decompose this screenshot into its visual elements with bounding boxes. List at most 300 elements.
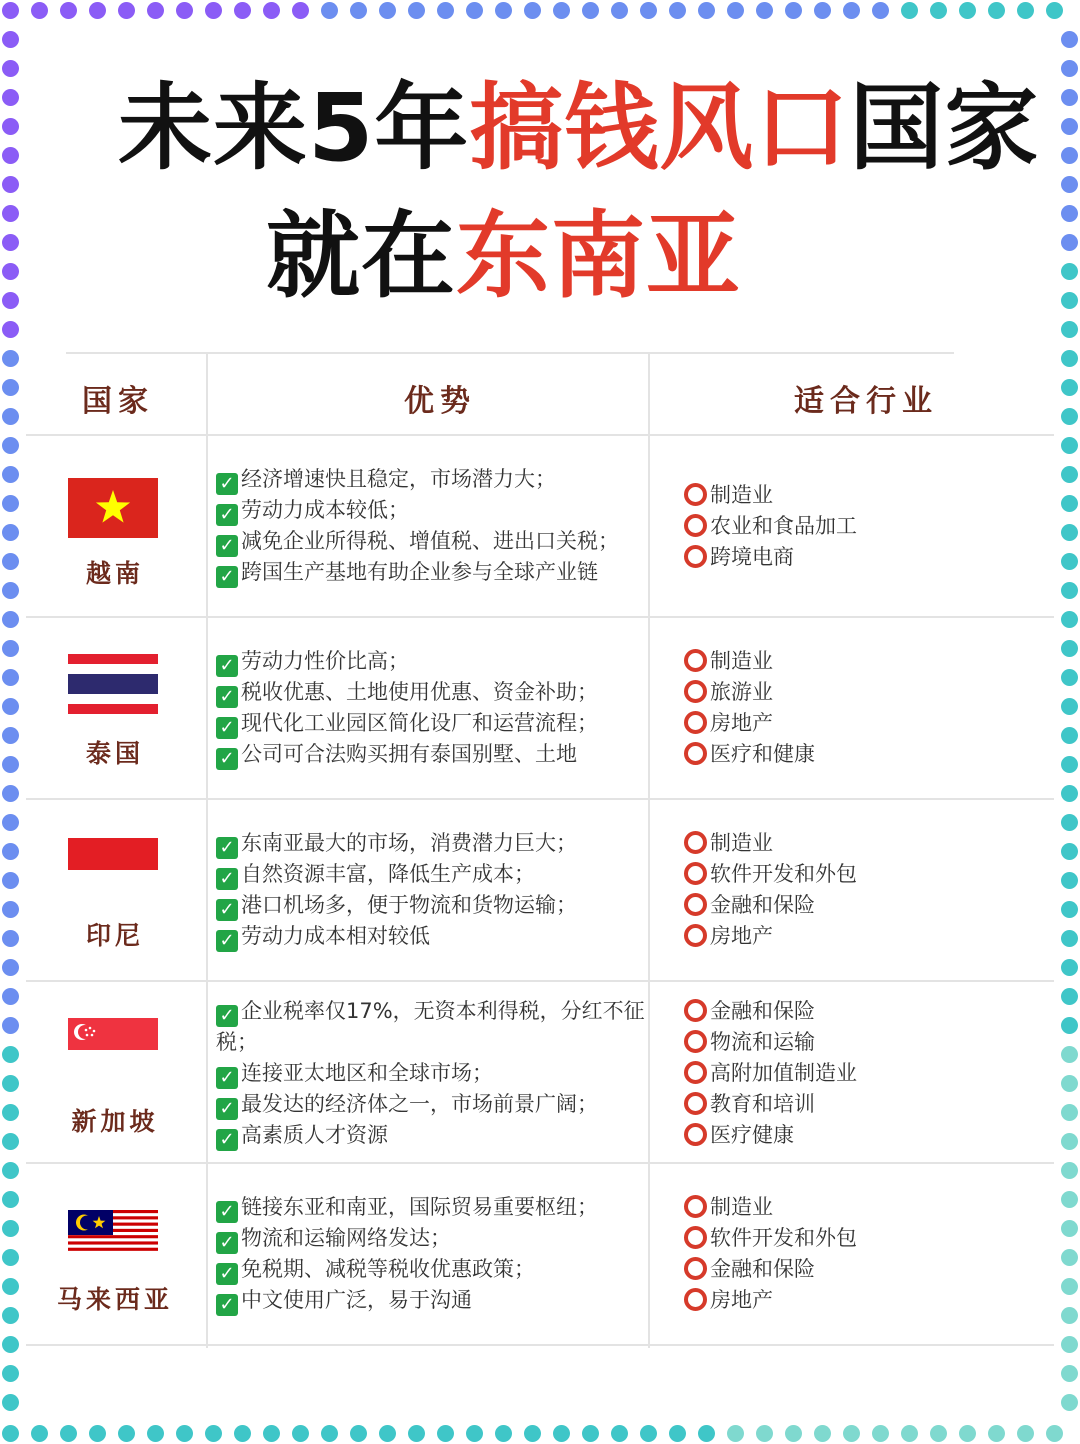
border-dot xyxy=(872,2,889,19)
border-dot xyxy=(1061,31,1078,48)
border-dot xyxy=(263,1425,280,1442)
border-dot xyxy=(350,1425,367,1442)
border-dot xyxy=(669,1425,686,1442)
border-dot xyxy=(321,1425,338,1442)
red-ring-icon xyxy=(684,545,707,568)
border-dot xyxy=(408,2,425,19)
advantage-text: 跨国生产基地有助企业参与全球产业链 xyxy=(241,560,598,584)
border-dot xyxy=(2,1394,19,1411)
border-dot xyxy=(2,234,19,251)
vietnam-flag-icon xyxy=(68,478,158,538)
advantage-text: 劳动力成本相对较低 xyxy=(241,924,430,948)
thailand-flag-icon xyxy=(68,654,158,714)
border-dot xyxy=(2,640,19,657)
advantages-list xyxy=(216,646,656,770)
border-dot xyxy=(1061,176,1078,193)
border-dot xyxy=(2,2,19,19)
border-dot xyxy=(756,2,773,19)
border-dot xyxy=(1061,524,1078,541)
red-ring-icon xyxy=(684,649,707,672)
border-dot xyxy=(2,1336,19,1353)
list-item xyxy=(684,1120,1044,1151)
list-item xyxy=(216,1285,656,1316)
advantage-text: 企业税率仅17%，无资本利得税，分红不征税； xyxy=(216,999,645,1054)
border-dot xyxy=(2,901,19,918)
red-ring-icon xyxy=(684,831,707,854)
border-dot xyxy=(147,1425,164,1442)
border-dot xyxy=(2,1249,19,1266)
list-item xyxy=(684,859,1044,890)
industry-text: 制造业 xyxy=(710,831,773,855)
list-item xyxy=(216,557,656,588)
border-dot xyxy=(2,118,19,135)
border-dot xyxy=(959,2,976,19)
border-dot xyxy=(2,669,19,686)
advantage-text: 公司可合法购买拥有泰国别墅、土地 xyxy=(241,742,577,766)
border-dot xyxy=(2,611,19,628)
check-box-icon: ✓ xyxy=(216,930,238,952)
advantage-text: 现代化工业园区简化设厂和运营流程； xyxy=(241,711,598,735)
list-item xyxy=(684,1223,1044,1254)
industry-text: 制造业 xyxy=(710,483,773,507)
border-dot xyxy=(1061,1365,1078,1382)
border-dot xyxy=(1061,1104,1078,1121)
border-dot xyxy=(1061,1017,1078,1034)
border-dot xyxy=(814,2,831,19)
border-dot xyxy=(2,872,19,889)
border-dot xyxy=(1046,1425,1063,1442)
list-item xyxy=(684,1027,1044,1058)
border-dot xyxy=(1061,147,1078,164)
border-dot xyxy=(350,2,367,19)
advantage-text: 经济增速快且稳定，市场潜力大； xyxy=(241,467,556,491)
border-dot xyxy=(727,2,744,19)
border-dot xyxy=(321,2,338,19)
border-dot xyxy=(2,698,19,715)
table-row xyxy=(26,436,1054,618)
red-ring-icon xyxy=(684,1061,707,1084)
advantage-text: 东南亚最大的市场，消费潜力巨大； xyxy=(241,831,577,855)
border-dot xyxy=(176,2,193,19)
table-top-rule xyxy=(66,352,954,354)
header-industries: 适合行业 xyxy=(794,384,938,419)
list-item xyxy=(216,996,656,1058)
check-box-icon: ✓ xyxy=(216,899,238,921)
industry-text: 制造业 xyxy=(710,649,773,673)
list-item xyxy=(216,1254,656,1285)
list-item xyxy=(684,921,1044,952)
border-dot xyxy=(1061,205,1078,222)
border-dot xyxy=(843,1425,860,1442)
border-dot xyxy=(1061,988,1078,1005)
border-dot xyxy=(814,1425,831,1442)
border-dot xyxy=(2,147,19,164)
border-dot xyxy=(2,1220,19,1237)
advantage-text: 减免企业所得税、增值税、进出口关税； xyxy=(241,529,619,553)
border-dot xyxy=(1061,756,1078,773)
border-dot xyxy=(1061,60,1078,77)
border-dot xyxy=(1061,1336,1078,1353)
border-dot xyxy=(1061,843,1078,860)
border-dot xyxy=(466,2,483,19)
industry-text: 医疗健康 xyxy=(710,1123,794,1147)
list-item xyxy=(216,859,656,890)
border-dot xyxy=(437,2,454,19)
border-dot xyxy=(2,321,19,338)
title-part-red: 东南亚 xyxy=(456,202,742,311)
check-box-icon: ✓ xyxy=(216,473,238,495)
border-dot xyxy=(1061,698,1078,715)
border-dot xyxy=(437,1425,454,1442)
border-dot xyxy=(1061,263,1078,280)
industries-list xyxy=(684,828,1044,952)
check-box-icon: ✓ xyxy=(216,1098,238,1120)
list-item xyxy=(216,890,656,921)
border-dot xyxy=(1061,1278,1078,1295)
header-country: 国家 xyxy=(82,384,154,419)
red-ring-icon xyxy=(684,1195,707,1218)
border-dot xyxy=(234,2,251,19)
border-dot xyxy=(1017,1425,1034,1442)
border-dot xyxy=(2,466,19,483)
border-dot xyxy=(1061,1249,1078,1266)
check-box-icon: ✓ xyxy=(216,868,238,890)
list-item xyxy=(216,1058,656,1089)
border-dot xyxy=(843,2,860,19)
border-dot xyxy=(727,1425,744,1442)
border-dot xyxy=(1061,669,1078,686)
border-dot xyxy=(31,2,48,19)
border-dot xyxy=(205,2,222,19)
border-dot xyxy=(60,2,77,19)
border-dot xyxy=(1061,1307,1078,1324)
industry-text: 金融和保险 xyxy=(710,893,815,917)
industry-text: 农业和食品加工 xyxy=(710,514,857,538)
country-name: 越南 xyxy=(85,559,144,588)
border-dot xyxy=(2,1046,19,1063)
border-dot xyxy=(582,1425,599,1442)
indonesia-flag-icon xyxy=(68,838,158,870)
border-dot xyxy=(1061,437,1078,454)
red-ring-icon xyxy=(684,893,707,916)
border-dot xyxy=(2,553,19,570)
border-dot xyxy=(2,263,19,280)
border-dot xyxy=(466,1425,483,1442)
border-dot xyxy=(2,959,19,976)
border-dot xyxy=(785,1425,802,1442)
border-dot xyxy=(1061,727,1078,744)
list-item xyxy=(684,996,1044,1027)
border-dot xyxy=(988,2,1005,19)
list-item xyxy=(684,1285,1044,1316)
border-dot xyxy=(2,1307,19,1324)
check-box-icon: ✓ xyxy=(216,1263,238,1285)
border-dot xyxy=(263,2,280,19)
border-dot xyxy=(669,2,686,19)
industry-text: 高附加值制造业 xyxy=(710,1061,857,1085)
check-box-icon: ✓ xyxy=(216,1232,238,1254)
industry-text: 旅游业 xyxy=(710,680,773,704)
list-item xyxy=(684,511,1044,542)
industry-text: 软件开发和外包 xyxy=(710,862,857,886)
border-dot xyxy=(2,727,19,744)
border-dot xyxy=(901,2,918,19)
border-dot xyxy=(89,1425,106,1442)
border-dot xyxy=(408,1425,425,1442)
advantage-text: 物流和运输网络发达； xyxy=(241,1226,451,1250)
red-ring-icon xyxy=(684,924,707,947)
border-dot xyxy=(2,988,19,1005)
advantage-text: 劳动力性价比高； xyxy=(241,649,409,673)
border-dot xyxy=(176,1425,193,1442)
border-dot xyxy=(2,1075,19,1092)
advantages-list xyxy=(216,996,656,1151)
border-dot xyxy=(2,176,19,193)
industry-text: 金融和保险 xyxy=(710,1257,815,1281)
border-dot xyxy=(205,1425,222,1442)
check-box-icon: ✓ xyxy=(216,566,238,588)
advantage-text: 最发达的经济体之一，市场前景广阔； xyxy=(241,1092,598,1116)
border-dot xyxy=(2,1365,19,1382)
list-item xyxy=(684,480,1044,511)
border-dot xyxy=(2,1017,19,1034)
industry-text: 房地产 xyxy=(710,711,773,735)
border-dot xyxy=(1061,611,1078,628)
border-dot xyxy=(582,2,599,19)
red-ring-icon xyxy=(684,862,707,885)
list-item xyxy=(216,526,656,557)
border-dot xyxy=(31,1425,48,1442)
red-ring-icon xyxy=(684,483,707,506)
border-dot xyxy=(2,205,19,222)
border-dot xyxy=(872,1425,889,1442)
red-ring-icon xyxy=(684,1123,707,1146)
industry-text: 房地产 xyxy=(710,1288,773,1312)
country-table xyxy=(26,352,1054,1348)
border-dot xyxy=(118,1425,135,1442)
industry-text: 物流和运输 xyxy=(710,1030,815,1054)
list-item xyxy=(684,1058,1044,1089)
red-ring-icon xyxy=(684,1288,707,1311)
check-box-icon: ✓ xyxy=(216,1005,238,1027)
border-dot xyxy=(2,1104,19,1121)
border-dot xyxy=(930,2,947,19)
advantage-text: 免税期、减税等税收优惠政策； xyxy=(241,1257,535,1281)
check-box-icon: ✓ xyxy=(216,717,238,739)
list-item xyxy=(216,921,656,952)
border-dot xyxy=(1061,1075,1078,1092)
border-dot xyxy=(1061,1191,1078,1208)
border-dot xyxy=(553,2,570,19)
industry-text: 制造业 xyxy=(710,1195,773,1219)
border-dot xyxy=(2,524,19,541)
border-dot xyxy=(2,408,19,425)
border-dot xyxy=(1017,2,1034,19)
advantage-text: 港口机场多，便于物流和货物运输； xyxy=(241,893,577,917)
border-dot xyxy=(1046,2,1063,19)
advantage-text: 高素质人才资源 xyxy=(241,1123,388,1147)
check-box-icon: ✓ xyxy=(216,837,238,859)
border-dot xyxy=(147,2,164,19)
border-dot xyxy=(988,1425,1005,1442)
list-item xyxy=(216,464,656,495)
border-dot xyxy=(2,350,19,367)
industry-text: 金融和保险 xyxy=(710,999,815,1023)
border-dot xyxy=(2,1425,19,1442)
border-dot xyxy=(1061,1394,1078,1411)
check-box-icon: ✓ xyxy=(216,686,238,708)
border-dot xyxy=(1061,89,1078,106)
border-dot xyxy=(1061,582,1078,599)
industries-list xyxy=(684,646,1044,770)
list-item xyxy=(684,828,1044,859)
border-dot xyxy=(1061,1220,1078,1237)
list-item xyxy=(684,890,1044,921)
check-box-icon: ✓ xyxy=(216,504,238,526)
border-dot xyxy=(2,89,19,106)
page-title-line1 xyxy=(118,74,1040,183)
border-dot xyxy=(292,2,309,19)
border-dot xyxy=(1061,814,1078,831)
country-name: 印尼 xyxy=(85,921,144,950)
border-dot xyxy=(524,2,541,19)
check-box-icon: ✓ xyxy=(216,535,238,557)
border-dot xyxy=(1061,118,1078,135)
border-dot xyxy=(785,2,802,19)
malaysia-flag-icon xyxy=(68,1210,158,1254)
border-dot xyxy=(1061,872,1078,889)
red-ring-icon xyxy=(684,1226,707,1249)
list-item xyxy=(216,708,656,739)
border-dot xyxy=(901,1425,918,1442)
border-dot xyxy=(1061,901,1078,918)
table-row xyxy=(26,800,1054,982)
list-item xyxy=(216,677,656,708)
page-title-line2 xyxy=(266,202,742,311)
border-dot xyxy=(1061,1162,1078,1179)
industry-text: 房地产 xyxy=(710,924,773,948)
list-item xyxy=(684,1089,1044,1120)
border-dot xyxy=(959,1425,976,1442)
red-ring-icon xyxy=(684,711,707,734)
border-dot xyxy=(1061,785,1078,802)
border-dot xyxy=(234,1425,251,1442)
red-ring-icon xyxy=(684,742,707,765)
border-dot xyxy=(2,582,19,599)
red-ring-icon xyxy=(684,1092,707,1115)
singapore-flag-icon xyxy=(68,1018,158,1050)
list-item xyxy=(684,677,1044,708)
border-dot xyxy=(2,843,19,860)
industry-text: 跨境电商 xyxy=(710,545,794,569)
advantage-text: 连接亚太地区和全球市场； xyxy=(241,1061,493,1085)
border-dot xyxy=(495,1425,512,1442)
border-dot xyxy=(2,814,19,831)
advantages-list xyxy=(216,1192,656,1316)
border-dot xyxy=(495,2,512,19)
check-box-icon: ✓ xyxy=(216,1129,238,1151)
industry-text: 教育和培训 xyxy=(710,1092,815,1116)
list-item xyxy=(684,739,1044,770)
industries-list xyxy=(684,480,1044,573)
border-dot xyxy=(1061,350,1078,367)
border-dot xyxy=(1061,234,1078,251)
list-item xyxy=(216,828,656,859)
check-box-icon: ✓ xyxy=(216,1294,238,1316)
border-dot xyxy=(1061,495,1078,512)
red-ring-icon xyxy=(684,514,707,537)
list-item xyxy=(684,542,1044,573)
red-ring-icon xyxy=(684,1257,707,1280)
table-row xyxy=(26,618,1054,800)
advantage-text: 中文使用广泛，易于沟通 xyxy=(241,1288,472,1312)
border-dot xyxy=(118,2,135,19)
border-dot xyxy=(2,1133,19,1150)
border-dot xyxy=(611,2,628,19)
border-dot xyxy=(698,2,715,19)
border-dot xyxy=(379,1425,396,1442)
border-dot xyxy=(292,1425,309,1442)
advantage-text: 自然资源丰富，降低生产成本； xyxy=(241,862,535,886)
industry-text: 医疗和健康 xyxy=(710,742,815,766)
border-dot xyxy=(1061,408,1078,425)
border-dot xyxy=(2,437,19,454)
border-dot xyxy=(2,930,19,947)
border-dot xyxy=(1061,292,1078,309)
list-item xyxy=(216,1192,656,1223)
advantage-text: 劳动力成本较低； xyxy=(241,498,409,522)
check-box-icon: ✓ xyxy=(216,748,238,770)
border-dot xyxy=(553,1425,570,1442)
border-dot xyxy=(2,60,19,77)
border-dot xyxy=(1061,321,1078,338)
list-item xyxy=(216,646,656,677)
list-item xyxy=(684,646,1044,677)
list-item xyxy=(216,1120,656,1151)
red-ring-icon xyxy=(684,1030,707,1053)
border-dot xyxy=(930,1425,947,1442)
border-dot xyxy=(1061,379,1078,396)
country-name: 泰国 xyxy=(85,739,144,768)
border-dot xyxy=(89,2,106,19)
border-dot xyxy=(2,1191,19,1208)
border-dot xyxy=(60,1425,77,1442)
border-dot xyxy=(1061,930,1078,947)
header-advantages: 优势 xyxy=(404,384,476,419)
advantages-list xyxy=(216,828,656,952)
advantage-text: 链接东亚和南亚，国际贸易重要枢纽； xyxy=(241,1195,598,1219)
border-dot xyxy=(1061,553,1078,570)
border-dot xyxy=(1061,959,1078,976)
title-part-black: 就在 xyxy=(266,202,457,311)
list-item xyxy=(216,1223,656,1254)
list-item xyxy=(216,495,656,526)
border-dot xyxy=(1061,466,1078,483)
check-box-icon: ✓ xyxy=(216,1067,238,1089)
border-dot xyxy=(379,2,396,19)
border-dot xyxy=(1061,640,1078,657)
country-name: 马来西亚 xyxy=(56,1285,173,1314)
industries-list xyxy=(684,996,1044,1151)
table-row xyxy=(26,982,1054,1164)
red-ring-icon xyxy=(684,999,707,1022)
table-row xyxy=(26,1164,1054,1346)
border-dot xyxy=(524,1425,541,1442)
check-box-icon: ✓ xyxy=(216,655,238,677)
industries-list xyxy=(684,1192,1044,1316)
border-dot xyxy=(640,2,657,19)
check-box-icon: ✓ xyxy=(216,1201,238,1223)
